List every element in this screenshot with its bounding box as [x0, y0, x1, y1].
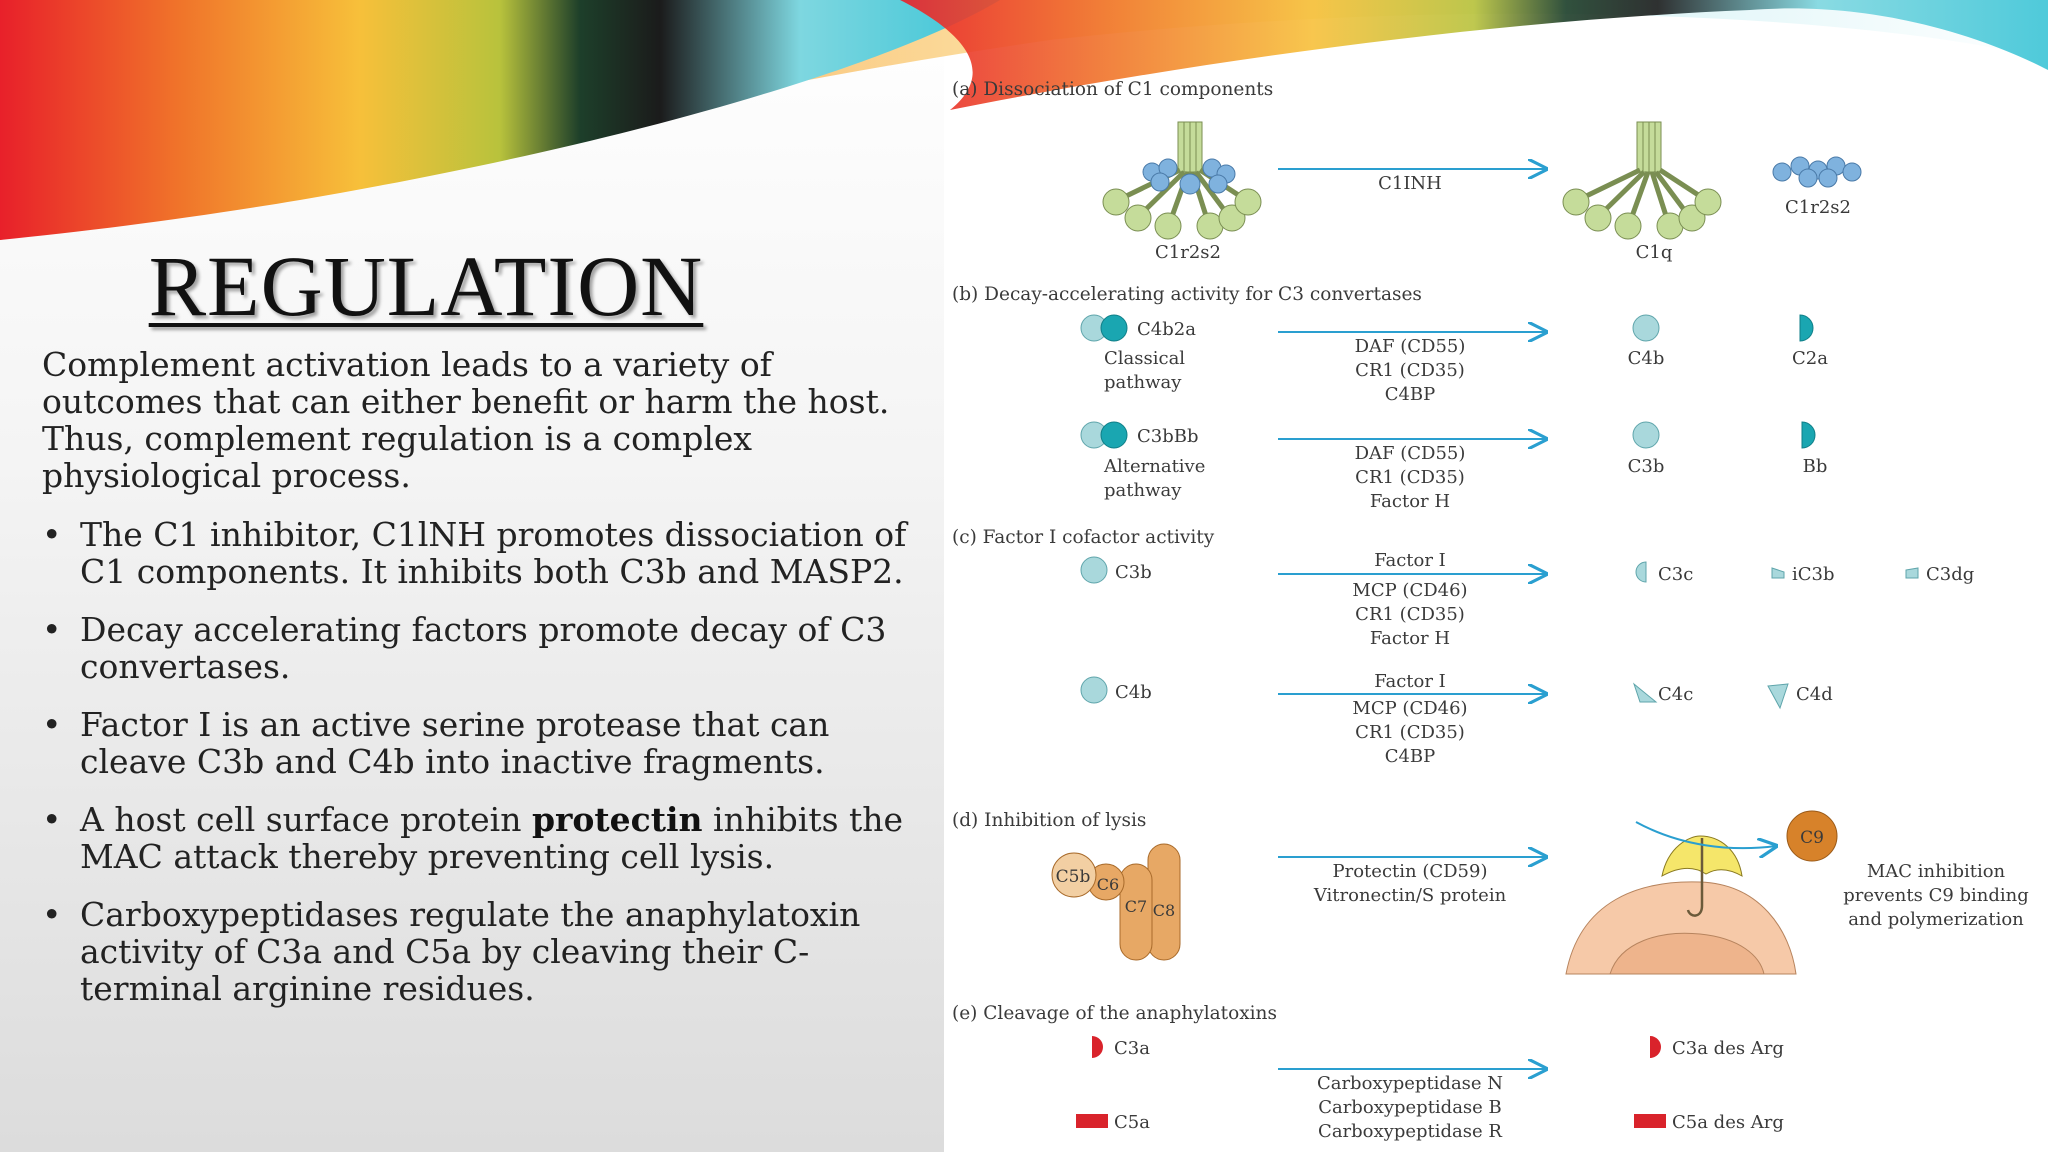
svg-text:MCP (CD46): MCP (CD46) [1352, 698, 1468, 719]
label-c3bbb: C3bBb [1137, 426, 1199, 447]
section-b-heading: (b) Decay-accelerating activity for C3 convertases [952, 284, 1422, 305]
svg-text:C5a des Arg: C5a des Arg [1672, 1112, 1784, 1133]
svg-text:C4b: C4b [1115, 682, 1152, 703]
svg-text:Carboxypeptidase B: Carboxypeptidase B [1318, 1097, 1502, 1118]
svg-text:C9: C9 [1800, 828, 1824, 848]
intro-paragraph: Complement activation leads to a variety of outcomes that can either benefit or harm the host. Thus, complement regulation is a complex physiological process. [42, 345, 890, 495]
mac-complex-icon [1052, 844, 1180, 960]
svg-text:C3b: C3b [1627, 456, 1665, 477]
bullet-carboxypeptidases: • Carboxypeptidases regulate the anaphylatoxin activity of C3a and C5a by cleaving their C-terminal arginine residues. [42, 896, 922, 1007]
svg-text:C5a: C5a [1114, 1112, 1150, 1133]
svg-text:Factor H: Factor H [1369, 491, 1451, 512]
svg-text:DAF (CD55): DAF (CD55) [1354, 336, 1466, 357]
label-classical: Classical [1104, 348, 1186, 369]
svg-text:iC3b: iC3b [1792, 564, 1835, 585]
label-c4b2a: C4b2a [1137, 319, 1196, 340]
svg-text:C4b: C4b [1627, 348, 1665, 369]
svg-text:C8: C8 [1152, 901, 1176, 920]
svg-text:Bb: Bb [1802, 456, 1828, 477]
section-e-heading: (e) Cleavage of the anaphylatoxins [952, 1003, 1277, 1024]
svg-text:Vitronectin/S protein: Vitronectin/S protein [1313, 885, 1507, 906]
svg-text:C3a des Arg: C3a des Arg [1672, 1038, 1784, 1059]
label-pathway-1: pathway [1104, 372, 1182, 393]
svg-text:C4c: C4c [1658, 684, 1694, 705]
label-c1q: C1q [1635, 242, 1673, 263]
agent-c1inh: C1INH [1378, 173, 1442, 194]
c1-complex-icon [1103, 122, 1261, 239]
section-a-heading: (a) Dissociation of C1 components [952, 79, 1274, 100]
svg-text:C3dg: C3dg [1926, 564, 1975, 585]
svg-text:C4BP: C4BP [1384, 384, 1436, 405]
complement-regulation-figure [944, 60, 2048, 1152]
svg-text:Factor I: Factor I [1374, 671, 1446, 692]
svg-text:C4d: C4d [1796, 684, 1833, 705]
svg-text:C6: C6 [1096, 875, 1120, 894]
slide-title: REGULATION [148, 238, 704, 334]
svg-text:MAC inhibition: MAC inhibition [1866, 861, 2006, 882]
bullet-c1-inhibitor: • The C1 inhibitor, C1lNH promotes dissociation of C1 components. It inhibits both C3b and MASP2. [42, 516, 922, 590]
svg-text:C3b: C3b [1115, 562, 1152, 583]
svg-text:MCP (CD46): MCP (CD46) [1352, 580, 1468, 601]
svg-text:C7: C7 [1124, 897, 1148, 916]
bullet-list [42, 516, 922, 1028]
cell-umbrella-icon [1566, 822, 1796, 974]
svg-text:C4BP: C4BP [1384, 746, 1436, 767]
svg-text:CR1 (CD35): CR1 (CD35) [1355, 604, 1465, 625]
label-alternative: Alternative [1104, 456, 1206, 477]
svg-text:CR1 (CD35): CR1 (CD35) [1355, 360, 1465, 381]
svg-text:Carboxypeptidase N: Carboxypeptidase N [1316, 1073, 1504, 1094]
svg-text:prevents C9 binding: prevents C9 binding [1843, 885, 2029, 906]
svg-text:CR1 (CD35): CR1 (CD35) [1355, 467, 1465, 488]
c1r2s2-free-icon [1773, 157, 1861, 187]
svg-text:and polymerization: and polymerization [1848, 909, 2024, 930]
label-c1r2s2-right: C1r2s2 [1785, 197, 1851, 218]
svg-text:Factor I: Factor I [1374, 550, 1446, 571]
svg-text:C2a: C2a [1792, 348, 1828, 369]
label-pathway-2: pathway [1104, 480, 1182, 501]
bullet-factor-i: • Factor I is an active serine protease that can cleave C3b and C4b into inactive fragments. [42, 706, 922, 780]
section-c-heading: (c) Factor I cofactor activity [952, 527, 1215, 548]
svg-text:Protectin (CD59): Protectin (CD59) [1332, 861, 1488, 882]
c1q-icon [1563, 122, 1721, 239]
section-d-heading: (d) Inhibition of lysis [952, 810, 1147, 831]
svg-text:CR1 (CD35): CR1 (CD35) [1355, 722, 1465, 743]
label-c1r2s2-left: C1r2s2 [1155, 242, 1221, 263]
svg-text:C3a: C3a [1114, 1038, 1150, 1059]
protectin-bold: protectin [531, 800, 703, 839]
svg-text:C3c: C3c [1658, 564, 1694, 585]
svg-text:Carboxypeptidase R: Carboxypeptidase R [1318, 1121, 1502, 1142]
svg-text:C5b: C5b [1055, 867, 1091, 887]
svg-text:DAF (CD55): DAF (CD55) [1354, 443, 1466, 464]
bullet-protectin: • A host cell surface protein protectin inhibits the MAC attack thereby preventing cell lysis. [42, 801, 922, 875]
bullet-decay-accelerating: • Decay accelerating factors promote decay of C3 convertases. [42, 611, 922, 685]
svg-text:Factor H: Factor H [1369, 628, 1451, 649]
